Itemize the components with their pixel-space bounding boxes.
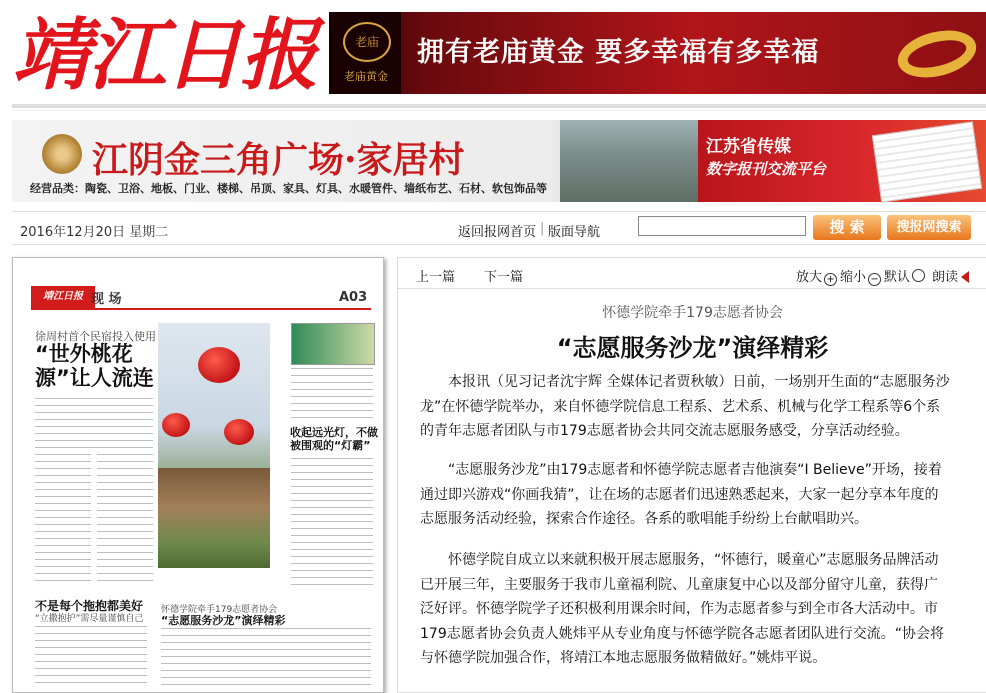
- lantern-image: [162, 413, 190, 437]
- thumb-story1-kicker[interactable]: 徐周村首个民宿投入使用: [35, 330, 156, 343]
- article-paragraph: “志愿服务沙龙”由179志愿者和怀德学院志愿者吉他演奏“I Believe”开场，接着通过即兴游戏“你画我猜”，让在场的志愿者们迅速熟悉起来，大家一起分享本年度的志愿服务活动经验，探索合作途径。各系的歌唱能手纷纷上台献唱助兴。: [420, 462, 942, 527]
- default-size-label: 默认: [884, 270, 911, 285]
- plaza-title: 江阴金三角广场·家居村: [92, 139, 465, 181]
- lantern-image: [224, 419, 254, 445]
- nav-bar: [12, 211, 986, 245]
- zoom-in-button[interactable]: [796, 266, 837, 286]
- read-aloud-button[interactable]: [932, 266, 969, 285]
- plus-circle-icon: +: [824, 273, 837, 286]
- prev-article-link[interactable]: 上一篇: [416, 270, 456, 285]
- gold-brand-block: [329, 12, 401, 94]
- article-paragraph: 怀德学院自成立以来就积极开展志愿服务，“怀德行，暖童心”志愿服务品牌活动已开展三年，主要服务于我市儿童福利院、儿童康复中心以及部分留守儿童，获得广泛好评。怀德学院学子还积极利用课余时间，作为志愿者参与到全市各大活动中。市179志愿者协会负责人姚炜平从专业角度与怀德学院各志愿者团队进行交流。“协会将与怀德学院加强合作，将靖江本地志愿服务做精做好。”姚炜平说。: [420, 552, 944, 666]
- thumb-text-block: [35, 398, 153, 448]
- nav-separator: |: [540, 221, 545, 236]
- ad-banner-home-plaza[interactable]: [12, 120, 986, 202]
- site-search-button[interactable]: 搜报网搜索: [887, 215, 971, 240]
- thumb-side-title[interactable]: 收起远光灯，不做被围观的“灯霸”: [290, 426, 378, 452]
- circle-icon: [912, 269, 925, 282]
- article-title: “志愿服务沙龙”演绎精彩: [556, 334, 829, 362]
- speaker-icon: [961, 271, 969, 283]
- masthead-divider: [12, 104, 986, 108]
- thumb-text-block: [161, 628, 371, 686]
- zoom-out-label: 缩小: [840, 270, 867, 285]
- thumb-masthead: 靖江日报: [31, 286, 95, 308]
- article-kicker: 怀德学院牵手179志愿者协会: [602, 305, 783, 321]
- masthead-logo[interactable]: 靖江日报: [12, 10, 317, 101]
- search-button[interactable]: 搜 索: [813, 215, 881, 240]
- masthead-divider-thin: [12, 110, 986, 111]
- gold-ring-image: [893, 23, 981, 85]
- newspaper-stack-image: [872, 121, 982, 203]
- next-article-link[interactable]: 下一篇: [484, 270, 524, 285]
- media-platform-promo[interactable]: [698, 120, 986, 202]
- thumb-section: 现 场: [91, 292, 122, 307]
- plaza-logo-icon: [42, 134, 82, 174]
- article-panel: [397, 257, 986, 693]
- promo-line-1: 江苏省传媒: [706, 137, 791, 157]
- thumb-text-block: [97, 454, 153, 584]
- thumb-text-block: [35, 626, 147, 686]
- plaza-categories: 经营品类：陶瓷、卫浴、地板、门业、楼梯、吊顶、家具、灯具、水暖管件、墙纸布艺、石材、软包饰品等: [30, 182, 547, 195]
- plaza-building-image: [560, 120, 698, 202]
- thumb-story3-title[interactable]: “志愿服务沙龙”演绎精彩: [161, 614, 286, 627]
- thumb-story2-title[interactable]: 不是每个拖抱都美好: [35, 599, 144, 613]
- search-input[interactable]: [638, 216, 806, 236]
- home-link[interactable]: 返回报网首页: [458, 225, 537, 240]
- article-paragraph: 本报讯（见习记者沈宇辉 全媒体记者贾秋敏）日前，一场别开生面的“志愿服务沙龙”在怀德学院举办，来自怀德学院信息工程系、艺术系、机械与化学工程系等6个系的青年志愿者团队与市179志愿者协会共同交流志愿服务感受，分享活动经验。: [420, 374, 950, 439]
- thumb-story2-sub: “立撒抱护”需尽量谨慎自己: [35, 614, 144, 624]
- gold-brand-logo: 老庙: [343, 22, 391, 62]
- zoom-in-label: 放大: [796, 270, 823, 285]
- gold-brand-name: 老庙黄金: [344, 70, 388, 83]
- thumb-header-rule: [31, 308, 371, 310]
- zoom-out-button[interactable]: [840, 266, 881, 286]
- read-aloud-label: 朗读: [932, 270, 959, 285]
- thumb-text-block: [291, 458, 373, 588]
- thumb-text-block: [35, 454, 91, 584]
- page-thumbnail[interactable]: [12, 257, 384, 693]
- article-toolbar: [398, 258, 986, 289]
- thumb-inset-photo[interactable]: [291, 323, 375, 365]
- gold-slogan: 拥有老庙黄金 要多幸福有多幸福: [417, 37, 820, 68]
- thumb-text-block: [291, 368, 373, 423]
- promo-line-2: 数字报刊交流平台: [706, 160, 827, 178]
- layout-nav-link[interactable]: 版面导航: [548, 225, 601, 240]
- thumb-story3-kicker: 怀德学院牵手179志愿者协会: [161, 605, 278, 615]
- thumb-photo-pavilion[interactable]: [158, 468, 270, 568]
- minus-circle-icon: −: [868, 273, 881, 286]
- ad-banner-gold[interactable]: [329, 12, 986, 94]
- date-label: 2016年12月20日 星期二: [20, 225, 169, 240]
- default-size-button[interactable]: [884, 266, 925, 285]
- thumb-story1-title[interactable]: “世外桃花源”让人流连: [35, 342, 154, 390]
- lantern-image: [198, 347, 240, 383]
- thumb-page-number: A03: [339, 290, 368, 305]
